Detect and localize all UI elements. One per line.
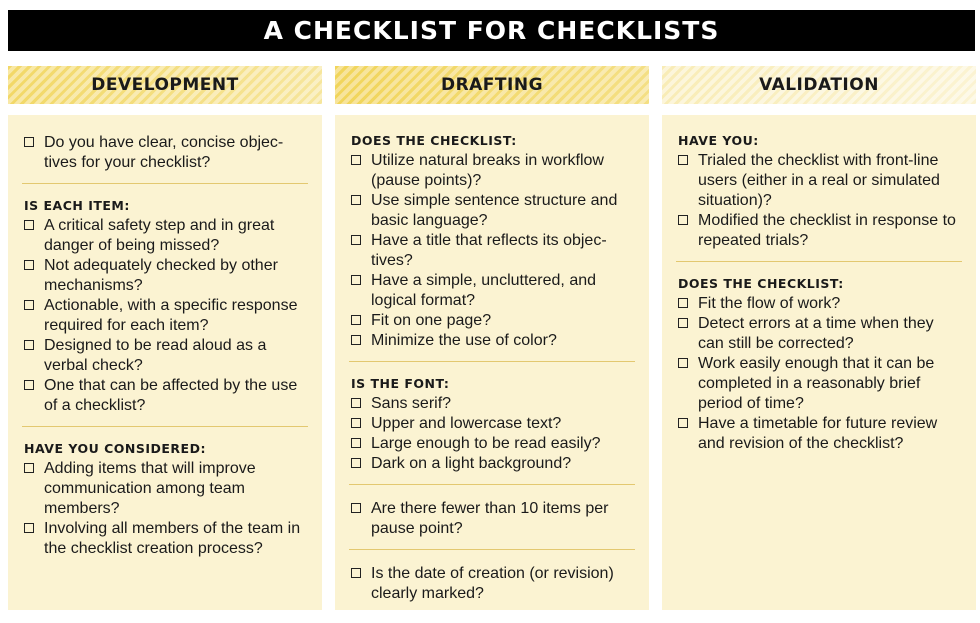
checklist-item[interactable]: Work easily enough that it can be completed in a reasonably brief period of time? xyxy=(676,354,962,414)
checkbox-icon[interactable] xyxy=(351,418,361,428)
checkbox-icon[interactable] xyxy=(351,398,361,408)
checkbox-icon[interactable] xyxy=(678,418,688,428)
checkbox-icon[interactable] xyxy=(351,503,361,513)
checklist-item[interactable]: Sans serif? xyxy=(349,394,635,414)
checklist-item[interactable]: Fit the flow of work? xyxy=(676,294,962,314)
checklist-item[interactable]: Have a title that reflects its objec-tives? xyxy=(349,231,635,271)
checkbox-icon[interactable] xyxy=(678,215,688,225)
checkbox-icon[interactable] xyxy=(24,380,34,390)
checklist-item[interactable]: Adding items that will improve communication among team members? xyxy=(22,459,308,519)
section-heading: IS EACH ITEM: xyxy=(24,198,130,213)
checkbox-icon[interactable] xyxy=(678,155,688,165)
column-body-validation xyxy=(662,115,976,610)
checklist-item[interactable]: Not adequately checked by other mechanisms? xyxy=(22,256,308,296)
checklist-item[interactable]: Fit on one page? xyxy=(349,311,635,331)
checkbox-icon[interactable] xyxy=(351,235,361,245)
checkbox-icon[interactable] xyxy=(678,298,688,308)
checklist-item[interactable]: Are there fewer than 10 items per pause point? xyxy=(349,499,635,539)
checkbox-icon[interactable] xyxy=(678,318,688,328)
checkbox-icon[interactable] xyxy=(351,195,361,205)
checklist-item[interactable]: Actionable, with a specific response required for each item? xyxy=(22,296,308,336)
divider xyxy=(22,426,308,427)
divider xyxy=(349,484,635,485)
divider xyxy=(676,261,962,262)
checklist-item[interactable]: Use simple sentence structure and basic language? xyxy=(349,191,635,231)
checkbox-icon[interactable] xyxy=(24,137,34,147)
checklist-item[interactable]: Utilize natural breaks in workflow (pause points)? xyxy=(349,151,635,191)
section-heading: DOES THE CHECKLIST: xyxy=(351,133,517,148)
checkbox-icon[interactable] xyxy=(351,438,361,448)
checklist-item[interactable]: Involving all members of the team in the checklist creation process? xyxy=(22,519,308,559)
divider xyxy=(22,183,308,184)
checklist-item[interactable]: A critical safety step and in great danger of being missed? xyxy=(22,216,308,256)
checkbox-icon[interactable] xyxy=(24,220,34,230)
checklist-item[interactable]: Detect errors at a time when they can still be corrected? xyxy=(676,314,962,354)
checkbox-icon[interactable] xyxy=(678,358,688,368)
checklist-item[interactable]: Large enough to be read easily? xyxy=(349,434,635,454)
checkbox-icon[interactable] xyxy=(351,155,361,165)
section-heading: IS THE FONT: xyxy=(351,376,450,391)
checklist-item[interactable]: Trialed the checklist with front-line users (either in a real or simulated situation)? xyxy=(676,151,962,211)
checklist-item[interactable]: Have a simple, uncluttered, and logical format? xyxy=(349,271,635,311)
column-header-validation: VALIDATION xyxy=(662,66,976,104)
column-body-development xyxy=(8,115,322,610)
checkbox-icon[interactable] xyxy=(24,300,34,310)
checklist-item[interactable]: Is the date of creation (or revision) clearly marked? xyxy=(349,564,635,604)
column-body-drafting xyxy=(335,115,649,610)
section-heading: DOES THE CHECKLIST: xyxy=(678,276,844,291)
checklist-item[interactable]: Do you have clear, concise objec-tives for your checklist? xyxy=(22,133,308,173)
checklist-item[interactable]: Minimize the use of color? xyxy=(349,331,635,351)
column-header-drafting: DRAFTING xyxy=(335,66,649,104)
checkbox-icon[interactable] xyxy=(24,463,34,473)
page-title: A CHECKLIST FOR CHECKLISTS xyxy=(8,10,975,51)
divider xyxy=(349,361,635,362)
checklist-item[interactable]: Have a timetable for future review and revision of the checklist? xyxy=(676,414,962,454)
checkbox-icon[interactable] xyxy=(24,260,34,270)
section-heading: HAVE YOU: xyxy=(678,133,759,148)
divider xyxy=(349,549,635,550)
section-heading: HAVE YOU CONSIDERED: xyxy=(24,441,206,456)
column-header-development: DEVELOPMENT xyxy=(8,66,322,104)
checkbox-icon[interactable] xyxy=(351,315,361,325)
checkbox-icon[interactable] xyxy=(24,340,34,350)
checklist-item[interactable]: Upper and lowercase text? xyxy=(349,414,635,434)
checklist-item[interactable]: Designed to be read aloud as a verbal check? xyxy=(22,336,308,376)
checkbox-icon[interactable] xyxy=(24,523,34,533)
checklist-item[interactable]: Dark on a light background? xyxy=(349,454,635,474)
checkbox-icon[interactable] xyxy=(351,335,361,345)
checkbox-icon[interactable] xyxy=(351,275,361,285)
checklist-item[interactable]: One that can be affected by the use of a checklist? xyxy=(22,376,308,416)
checkbox-icon[interactable] xyxy=(351,458,361,468)
checklist-item[interactable]: Modified the checklist in response to repeated trials? xyxy=(676,211,962,251)
checkbox-icon[interactable] xyxy=(351,568,361,578)
